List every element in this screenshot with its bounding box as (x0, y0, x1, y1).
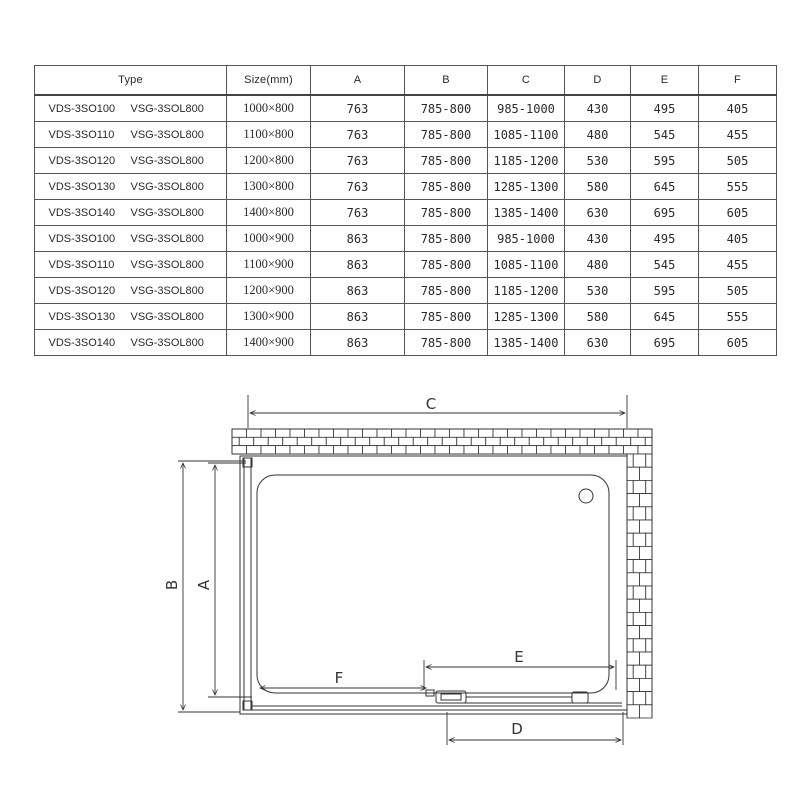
cell-c: 1285-1300 (488, 174, 565, 200)
brick (646, 639, 652, 652)
drain-icon (579, 489, 593, 503)
brick (627, 507, 633, 520)
brick (633, 665, 646, 678)
brick (558, 437, 573, 445)
brick (254, 437, 269, 445)
header-b: B (405, 66, 488, 96)
cell-e: 595 (631, 278, 699, 304)
brick (627, 560, 633, 573)
model-code: VDS-3SO140 (48, 206, 116, 219)
brick (319, 429, 334, 437)
cell-size: 1200×900 (227, 278, 311, 304)
model-code: VDS-3SO110 (48, 258, 115, 271)
door-roller-right (572, 692, 588, 703)
cell-e: 545 (631, 122, 699, 148)
cell-c: 1385-1400 (488, 200, 565, 226)
brick (457, 437, 472, 445)
brick (602, 437, 617, 445)
brick (442, 437, 457, 445)
brick (348, 429, 363, 437)
brick (624, 446, 639, 454)
brick (646, 586, 652, 599)
brick (334, 446, 349, 454)
cell-c: 1085-1100 (488, 122, 565, 148)
cell-c: 1085-1100 (488, 252, 565, 278)
brick (479, 446, 494, 454)
cell-b: 785-800 (405, 148, 488, 174)
header-f: F (699, 66, 777, 96)
brick (529, 437, 544, 445)
cell-size: 1100×800 (227, 122, 311, 148)
tray-frame (240, 456, 627, 714)
brick (500, 437, 515, 445)
brick (319, 446, 334, 454)
cell-d: 580 (565, 304, 631, 330)
brick (290, 446, 305, 454)
model-code: VDS-3SO130 (48, 310, 116, 323)
cell-b: 785-800 (405, 200, 488, 226)
brick (631, 437, 646, 445)
brick (627, 454, 633, 467)
header-c: C (488, 66, 565, 96)
brick (283, 437, 298, 445)
brick (486, 437, 501, 445)
brick (305, 429, 320, 437)
brick (627, 546, 640, 559)
brick (627, 665, 633, 678)
cell-f: 605 (699, 200, 777, 226)
brick (399, 437, 414, 445)
brick (627, 573, 640, 586)
cell-b: 785-800 (405, 226, 488, 252)
brick (627, 639, 633, 652)
brick (239, 437, 254, 445)
cell-b: 785-800 (405, 330, 488, 356)
model-code: VDS-3SO100 (48, 232, 116, 245)
dimension-b-label: B (163, 579, 181, 591)
brick (587, 437, 602, 445)
brick (334, 429, 349, 437)
brick (627, 480, 633, 493)
brick (638, 429, 652, 437)
cell-a: 763 (311, 200, 405, 226)
cell-e: 695 (631, 330, 699, 356)
brick (406, 446, 421, 454)
header-a: A (311, 66, 405, 96)
cell-a: 763 (311, 122, 405, 148)
brick (493, 429, 508, 437)
brick (640, 520, 653, 533)
cell-c: 1185-1200 (488, 278, 565, 304)
brick (341, 437, 356, 445)
brick (479, 429, 494, 437)
brick (580, 429, 595, 437)
brick (633, 480, 646, 493)
brick (326, 437, 341, 445)
brick (232, 437, 239, 445)
brick (363, 429, 378, 437)
panel-code: VSG-3SOL800 (130, 180, 204, 193)
brick (595, 446, 610, 454)
cell-d: 530 (565, 148, 631, 174)
cell-f: 605 (699, 330, 777, 356)
brick (544, 437, 559, 445)
cell-d: 630 (565, 200, 631, 226)
brick (268, 437, 283, 445)
wall-right-bricks (627, 454, 652, 718)
cell-f: 405 (699, 95, 777, 122)
brick (247, 429, 262, 437)
brick (392, 429, 407, 437)
brick (537, 429, 552, 437)
brick (421, 429, 436, 437)
brick (247, 446, 262, 454)
brick (435, 429, 450, 437)
brick (232, 429, 247, 437)
wall-top-bricks (232, 429, 652, 454)
brick (464, 446, 479, 454)
brick (261, 429, 276, 437)
brick (522, 429, 537, 437)
brick (633, 586, 646, 599)
cell-a: 863 (311, 226, 405, 252)
header-d: D (565, 66, 631, 96)
brick (493, 446, 508, 454)
brick (627, 705, 640, 718)
brick (305, 446, 320, 454)
cell-c: 1385-1400 (488, 330, 565, 356)
brick (297, 437, 312, 445)
cell-b: 785-800 (405, 174, 488, 200)
brick (312, 437, 327, 445)
brick (646, 665, 652, 678)
brick (640, 599, 653, 612)
cell-a: 763 (311, 148, 405, 174)
cell-c: 1185-1200 (488, 148, 565, 174)
brick (348, 446, 363, 454)
brick (627, 533, 633, 546)
brick (537, 446, 552, 454)
brick (566, 429, 581, 437)
brick (377, 446, 392, 454)
brick (646, 533, 652, 546)
brick (640, 467, 653, 480)
cell-e: 595 (631, 148, 699, 174)
brick (450, 446, 465, 454)
header-size: Size(mm) (227, 66, 311, 96)
brick (471, 437, 486, 445)
cell-c: 985-1000 (488, 95, 565, 122)
brick (627, 520, 640, 533)
cell-a: 763 (311, 174, 405, 200)
cell-a: 863 (311, 252, 405, 278)
cell-size: 1300×900 (227, 304, 311, 330)
cell-a: 763 (311, 95, 405, 122)
cell-e: 495 (631, 95, 699, 122)
brick (566, 446, 581, 454)
brick (627, 599, 640, 612)
brick (640, 678, 653, 691)
dimension-c-label: C (425, 395, 437, 413)
cell-b: 785-800 (405, 304, 488, 330)
cell-size: 1000×900 (227, 226, 311, 252)
brick (573, 437, 588, 445)
cell-size: 1000×800 (227, 95, 311, 122)
cell-size: 1400×900 (227, 330, 311, 356)
cell-e: 545 (631, 252, 699, 278)
cell-size: 1400×800 (227, 200, 311, 226)
cell-e: 495 (631, 226, 699, 252)
brick (640, 546, 653, 559)
brick (627, 586, 633, 599)
model-code: VDS-3SO140 (48, 336, 116, 349)
cell-d: 480 (565, 252, 631, 278)
brick (508, 446, 523, 454)
cell-b: 785-800 (405, 252, 488, 278)
panel-code: VSG-3SOL800 (130, 310, 204, 323)
brick (627, 692, 633, 705)
brick (638, 446, 652, 454)
brick (633, 560, 646, 573)
cell-d: 430 (565, 95, 631, 122)
brick (633, 692, 646, 705)
panel-code: VSG-3SOL800 (130, 206, 204, 219)
brick (609, 429, 624, 437)
model-code: VDS-3SO120 (48, 154, 116, 167)
brick (633, 612, 646, 625)
brick (261, 446, 276, 454)
brick (640, 494, 653, 507)
brick (276, 446, 291, 454)
brick (616, 437, 631, 445)
cell-b: 785-800 (405, 122, 488, 148)
brick (640, 705, 653, 718)
brick (428, 437, 443, 445)
panel-code: VSG-3SOL800 (130, 128, 204, 141)
brick (646, 612, 652, 625)
cell-d: 530 (565, 278, 631, 304)
brick (392, 446, 407, 454)
brick (627, 494, 640, 507)
brick (580, 446, 595, 454)
cell-f: 455 (699, 122, 777, 148)
brick (522, 446, 537, 454)
cell-f: 555 (699, 304, 777, 330)
panel-code: VSG-3SOL800 (130, 154, 204, 167)
panel-code: VSG-3SOL800 (130, 232, 204, 245)
brick (355, 437, 370, 445)
cell-size: 1100×900 (227, 252, 311, 278)
brick (627, 612, 633, 625)
brick (551, 429, 566, 437)
cell-f: 505 (699, 278, 777, 304)
brick (645, 437, 652, 445)
side-panel (244, 458, 251, 710)
cell-d: 480 (565, 122, 631, 148)
brick (633, 639, 646, 652)
cell-f: 455 (699, 252, 777, 278)
brick (413, 437, 428, 445)
brick (646, 454, 652, 467)
cell-d: 630 (565, 330, 631, 356)
dimension-d-label: D (511, 720, 523, 738)
brick (640, 652, 653, 665)
brick (435, 446, 450, 454)
panel-code: VSG-3SOL800 (130, 258, 204, 271)
brick (646, 480, 652, 493)
cell-a: 863 (311, 278, 405, 304)
brick (508, 429, 523, 437)
cell-e: 695 (631, 200, 699, 226)
dimension-a-label: A (195, 579, 213, 591)
cell-d: 580 (565, 174, 631, 200)
dimension-f-label: F (334, 669, 344, 687)
brick (406, 429, 421, 437)
model-code: VDS-3SO130 (48, 180, 116, 193)
brick (627, 467, 640, 480)
header-e: E (631, 66, 699, 96)
brick (640, 573, 653, 586)
brick (624, 429, 639, 437)
cell-size: 1200×800 (227, 148, 311, 174)
header-type: Type (35, 66, 227, 96)
cell-e: 645 (631, 304, 699, 330)
cell-e: 645 (631, 174, 699, 200)
brick (450, 429, 465, 437)
model-code: VDS-3SO110 (48, 128, 115, 141)
cell-f: 405 (699, 226, 777, 252)
brick (609, 446, 624, 454)
panel-code: VSG-3SOL800 (130, 102, 204, 115)
panel-code: VSG-3SOL800 (130, 284, 204, 297)
cell-b: 785-800 (405, 278, 488, 304)
brick (633, 454, 646, 467)
model-code: VDS-3SO100 (48, 102, 116, 115)
brick (384, 437, 399, 445)
brick (627, 678, 640, 691)
brick (377, 429, 392, 437)
cell-b: 785-800 (405, 95, 488, 122)
brick (421, 446, 436, 454)
cell-f: 505 (699, 148, 777, 174)
brick (515, 437, 530, 445)
brick (370, 437, 385, 445)
brick (633, 507, 646, 520)
cell-a: 863 (311, 330, 405, 356)
brick (464, 429, 479, 437)
brick (551, 446, 566, 454)
brick (646, 507, 652, 520)
cell-c: 1285-1300 (488, 304, 565, 330)
tray-basin (257, 475, 609, 693)
brick (363, 446, 378, 454)
brick (646, 692, 652, 705)
cell-c: 985-1000 (488, 226, 565, 252)
model-code: VDS-3SO120 (48, 284, 116, 297)
panel-code: VSG-3SOL800 (130, 336, 204, 349)
cell-d: 430 (565, 226, 631, 252)
brick (627, 626, 640, 639)
dimension-e-label: E (514, 648, 524, 666)
brick (646, 560, 652, 573)
cell-f: 555 (699, 174, 777, 200)
brick (633, 533, 646, 546)
cell-a: 863 (311, 304, 405, 330)
brick (595, 429, 610, 437)
brick (276, 429, 291, 437)
cell-size: 1300×800 (227, 174, 311, 200)
brick (232, 446, 247, 454)
brick (290, 429, 305, 437)
brick (627, 652, 640, 665)
brick (640, 626, 653, 639)
